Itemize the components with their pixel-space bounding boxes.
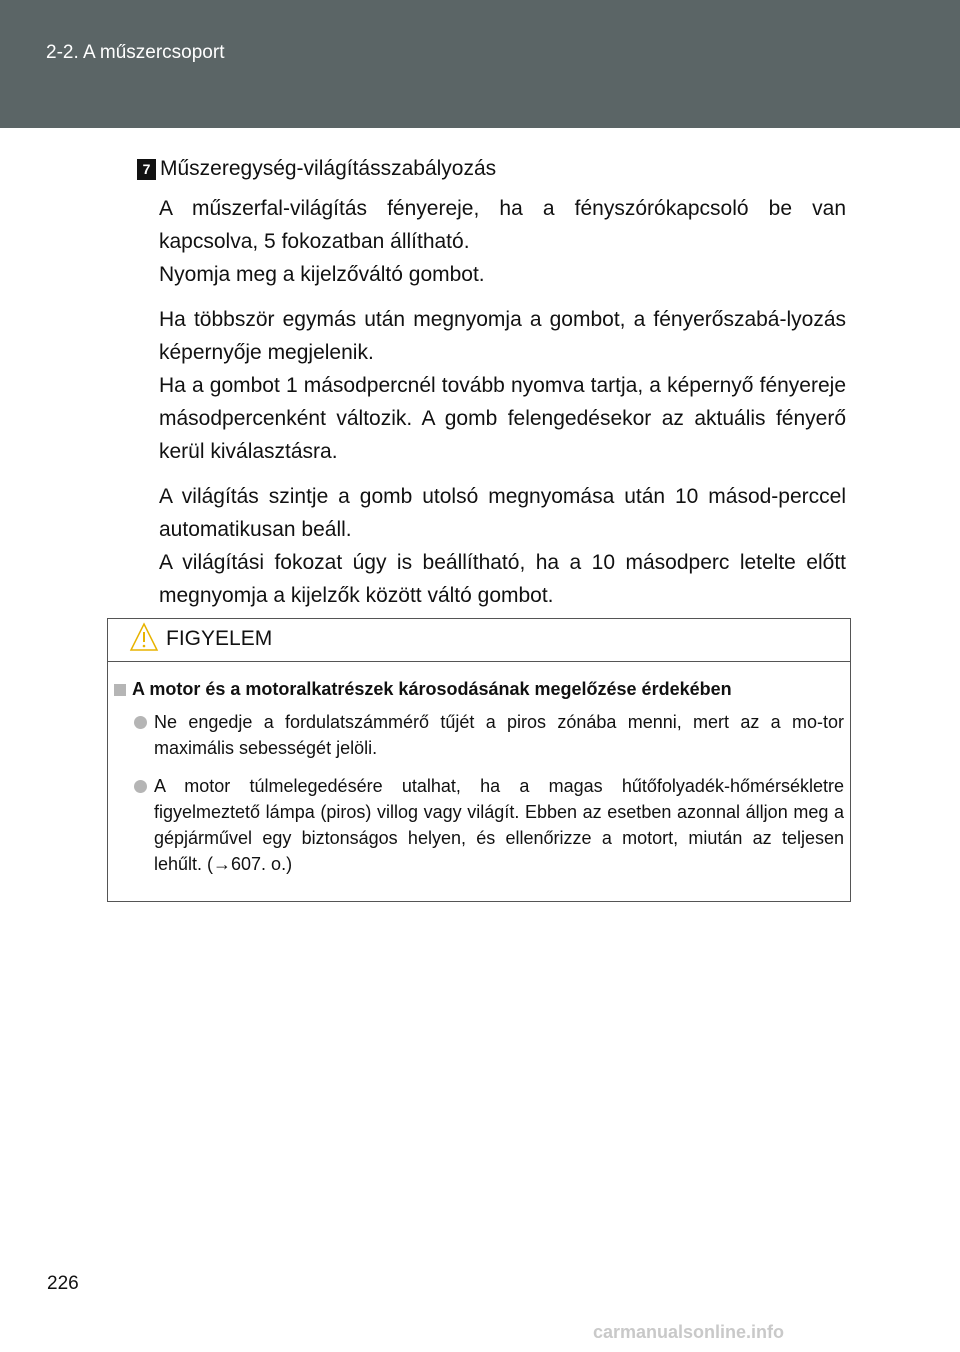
warning-bullets	[132, 709, 844, 889]
warning-subheading-text: A motor és a motoralkatrészek károsodásának megelőzése érdekében	[132, 679, 732, 699]
paragraph: A műszerfal-világítás fényereje, ha a fényszórókapcsoló be van kapcsolva, 5 fokozatban állítható.	[159, 197, 846, 253]
warning-header	[108, 619, 850, 662]
paragraph: Nyomja meg a kijelzőváltó gombot.	[159, 263, 485, 286]
bullet-text: A motor túlmelegedésére utalhat, ha a magas hűtőfolyadék-hőmérsékletre figyelmeztető lámpa (piros) villog vagy világít. Ebben az esetben azonnal álljon meg a gépjárművel egy biztonságos helyen, és ellenőrizze a motort, miután az teljesen lehűlt. (→607. o.)	[154, 776, 844, 874]
list-item	[132, 709, 844, 761]
paragraph: Ha a gombot 1 másodpercnél tovább nyomva tartja, a képernyő fényereje másodpercenként változik. A gomb felengedésekor az aktuális fényerő kerül kiválasztásra.	[159, 374, 846, 463]
paragraph: A világítás szintje a gomb utolsó megnyomása után 10 másod-perccel automatikusan beáll.	[159, 485, 846, 541]
square-bullet-icon	[114, 684, 126, 696]
circle-bullet-icon	[134, 780, 147, 793]
header-title: 2-2. A műszercsoport	[46, 42, 225, 63]
list-item	[132, 773, 844, 877]
warning-label: FIGYELEM	[166, 627, 273, 650]
warning-triangle-icon	[129, 622, 159, 657]
body-text	[159, 192, 846, 612]
section-title: Műszeregység-világításszabályozás	[160, 157, 497, 180]
warning-box	[107, 618, 851, 902]
page-number: 226	[47, 1273, 79, 1294]
section-heading	[137, 157, 496, 181]
watermark: carmanualsonline.info	[593, 1322, 785, 1342]
paragraph: Ha többször egymás után megnyomja a gombot, a fényerőszabá-lyozás képernyője megjelenik.	[159, 308, 846, 364]
warning-subheading	[114, 679, 732, 700]
paragraph: A világítási fokozat úgy is beállítható, ha a 10 másodperc letelte előtt megnyomja a kijelzők között váltó gombot.	[159, 551, 846, 607]
section-number-badge: 7	[137, 159, 156, 180]
bullet-text: Ne engedje a fordulatszámmérő tűjét a piros zónába menni, mert az a mo-tor maximális sebességét jelöli.	[154, 712, 844, 758]
circle-bullet-icon	[134, 716, 147, 729]
page-header	[0, 0, 960, 128]
